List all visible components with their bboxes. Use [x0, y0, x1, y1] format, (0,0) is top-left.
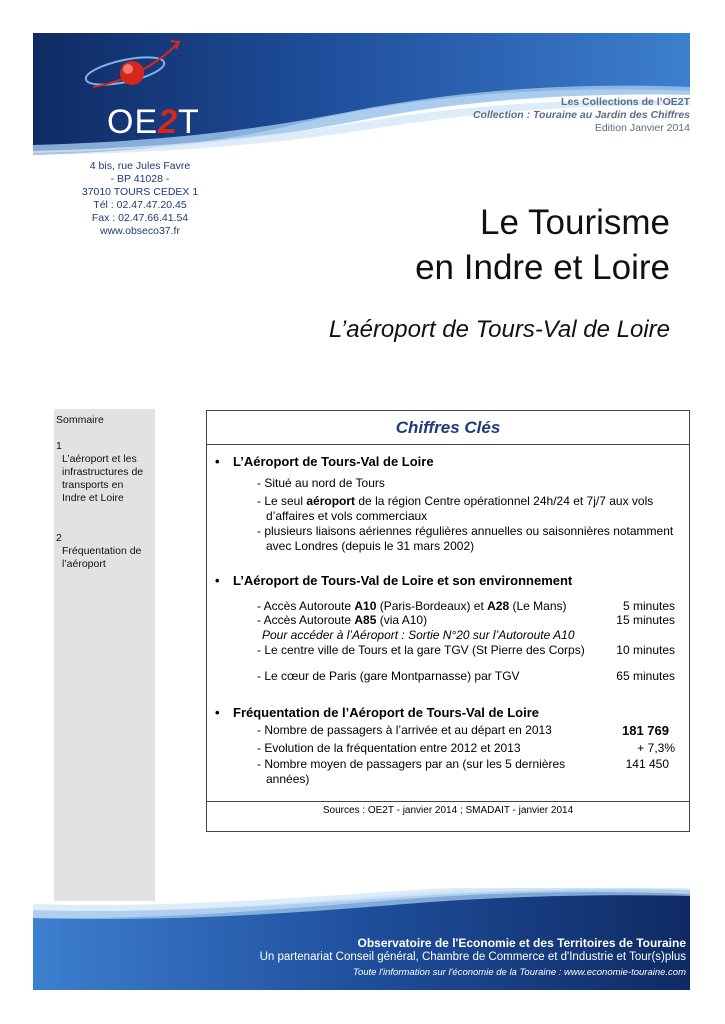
key-figures-heading: Chiffres Clés: [395, 418, 501, 437]
traffic-evolution: - Evolution de la fréquentation entre 2012 et 2013 + 7,3%: [257, 741, 675, 755]
summary-item-2-line: Fréquentation de: [62, 545, 142, 557]
footer-banner: [33, 888, 690, 990]
summary-sidebar: [54, 409, 155, 901]
collections-label: Les Collections de l’OE2T: [561, 96, 690, 108]
section-environment: [215, 573, 572, 588]
address-website-link[interactable]: www.obseco37.fr: [100, 225, 180, 237]
footer-partnership: Un partenariat Conseil général, Chambre de Commerce et d'Industrie et Tour(s)plus: [259, 951, 686, 963]
document-title: [415, 200, 670, 290]
summary-item-2-line: l’aéroport: [62, 558, 106, 570]
summary-item-1-line: transports en: [62, 479, 124, 491]
header-banner: [33, 33, 690, 155]
summary-item-2-number: 2: [56, 532, 62, 544]
summary-item-1-link[interactable]: [62, 453, 154, 505]
access-a85-time: 15 minutes: [616, 613, 675, 627]
access-a85: - Accès Autoroute A85 (via A10) 15 minutes: [257, 613, 675, 627]
footer-website-link[interactable]: Toute l'information sur l'économie de la Touraine : www.economie-touraine.com: [353, 967, 686, 978]
airport-unique: - Le seul aéroport de la région Centre opérationnel 24h/24 et 7j/7 aux vols: [257, 494, 654, 508]
airport-location: - Situé au nord de Tours: [257, 476, 385, 490]
airport-unique-cont: d’affaires et vols commerciaux: [266, 509, 428, 523]
section-traffic-title: Fréquentation de l’Aéroport de Tours-Val de Loire: [233, 705, 540, 720]
summary-item-1-line: Indre et Loire: [62, 492, 124, 504]
key-figures-header: [207, 411, 689, 445]
passengers-2013: - Nombre de passagers à l’arrivée et au départ en 2013 181 769: [257, 723, 669, 738]
section-airport: [215, 454, 434, 469]
collection-info: [473, 96, 690, 135]
summary-item-2-link[interactable]: [62, 545, 154, 571]
access-tours-center-time: 10 minutes: [616, 643, 675, 657]
address-street: 4 bis, rue Jules Favre: [89, 160, 191, 172]
bullet-icon: •: [215, 573, 220, 588]
section-traffic: [215, 705, 539, 720]
access-paris: - Le cœur de Paris (gare Montparnasse) par TGV 65 minutes: [257, 669, 675, 683]
summary-item-1-line: L’aéroport et les: [62, 453, 137, 465]
access-tours-center: - Le centre ville de Tours et la gare TGV (St Pierre des Corps) 10 minutes: [257, 643, 675, 657]
passengers-average-value: 141 450: [625, 757, 669, 771]
bullet-icon: •: [215, 705, 220, 720]
airport-routes: - plusieurs liaisons aériennes régulières annuelles ou saisonnières notamment: [257, 524, 674, 538]
key-figures-box: [206, 410, 690, 832]
access-a10-a28-time: 5 minutes: [622, 599, 675, 613]
passengers-average-cont: années): [266, 772, 310, 786]
access-paris-time: 65 minutes: [616, 669, 675, 683]
logo-wordmark: OE2T: [107, 103, 200, 141]
summary-item-1-number: 1: [56, 440, 62, 452]
traffic-evolution-value: + 7,3%: [637, 741, 675, 755]
document-subtitle: L’aéroport de Tours-Val de Loire: [328, 316, 670, 343]
access-note: Pour accéder à l’Aéroport : Sortie N°20 sur l’Autoroute A10: [262, 628, 575, 642]
passengers-average: - Nombre moyen de passagers par an (sur les 5 dernières 141 450: [257, 757, 669, 771]
title-line-2: en Indre et Loire: [415, 248, 670, 287]
contact-address: [40, 160, 240, 238]
summary-item-1-line: infrastructures de: [62, 466, 144, 478]
bullet-icon: •: [215, 454, 220, 469]
title-line-1: Le Tourisme: [479, 203, 670, 242]
section-environment-title: L’Aéroport de Tours-Val de Loire et son environnement: [233, 573, 573, 588]
address-city: 37010 TOURS CEDEX 1: [81, 186, 199, 198]
access-a10-a28: - Accès Autoroute A10 (Paris-Bordeaux) et A28 (Le Mans) 5 minutes: [257, 599, 675, 613]
airport-routes-cont: avec Londres (depuis le 31 mars 2002): [266, 539, 475, 553]
sources-note: Sources : OE2T - janvier 2014 ; SMADAIT - janvier 2014: [322, 805, 574, 816]
address-fax: Fax : 02.47.66.41.54: [91, 212, 189, 224]
collection-name: Collection : Touraine au Jardin des Chiffres: [472, 109, 690, 121]
summary-title: Sommaire: [56, 414, 104, 426]
section-airport-title: L’Aéroport de Tours-Val de Loire: [233, 454, 434, 469]
address-tel: Tél : 02.47.47.20.45: [93, 199, 187, 211]
edition-date: Edition Janvier 2014: [594, 122, 690, 134]
sources-divider: [207, 801, 689, 802]
footer-organization: Observatoire de l'Economie et des Territoires de Touraine: [357, 936, 686, 950]
passengers-2013-value: 181 769: [622, 723, 669, 738]
address-bp: - BP 41028 -: [110, 173, 170, 185]
